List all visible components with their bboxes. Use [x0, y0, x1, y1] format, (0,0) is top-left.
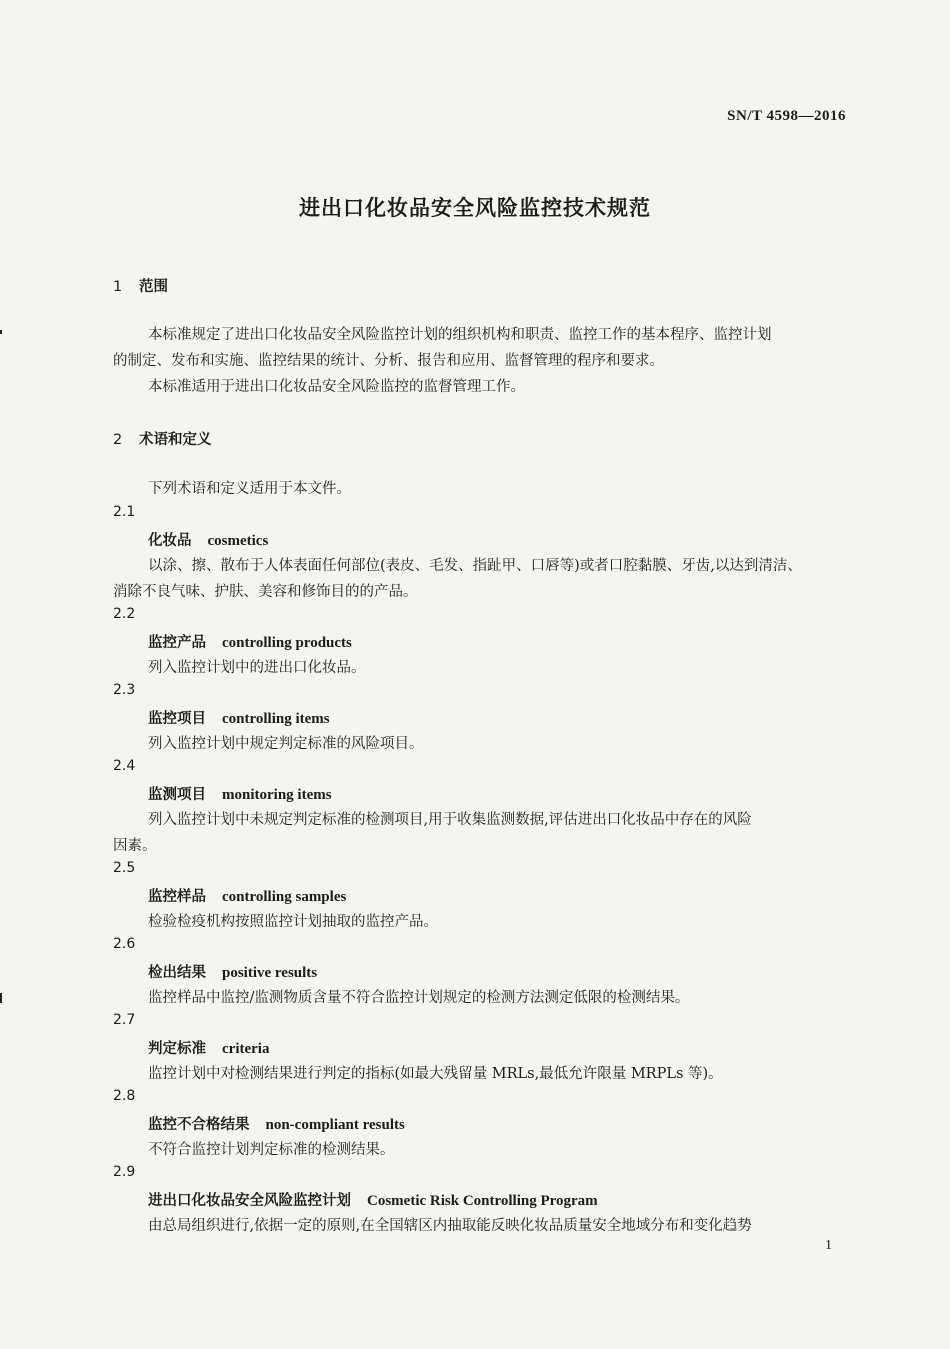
term-number: 2.7	[113, 1012, 136, 1028]
terms-intro: 下列术语和定义适用于本文件。	[148, 481, 351, 497]
term-definition: 列入监控计划中的进出口化妆品。	[148, 660, 366, 676]
scan-mark	[0, 993, 2, 1003]
term-definition: 监控样品中监控/监测物质含量不符合监控计划规定的检测方法测定低限的检测结果。	[148, 990, 690, 1006]
standard-code: SN/T 4598—2016	[727, 108, 846, 124]
term-definition: 消除不良气味、护肤、美容和修饰目的的产品。	[113, 584, 418, 600]
term-definition: 不符合监控计划判定标准的检测结果。	[148, 1142, 395, 1158]
document-title: 进出口化妆品安全风险监控技术规范	[299, 196, 651, 220]
scope-paragraph-line: 的制定、发布和实施、监控结果的统计、分析、报告和应用、监督管理的程序和要求。	[113, 353, 664, 369]
term-definition: 监控计划中对检测结果进行判定的指标(如最大残留量 MRLs,最低允许限量 MRPLs 等)。	[148, 1066, 723, 1082]
scope-paragraph-line: 本标准规定了进出口化妆品安全风险监控计划的组织机构和职责、监控工作的基本程序、监控计划	[148, 327, 772, 343]
term-definition: 列入监控计划中未规定判定标准的检测项目,用于收集监测数据,评估进出口化妆品中存在的风险	[148, 812, 752, 828]
term-title: 进出口化妆品安全风险监控计划 Cosmetic Risk Controlling Program	[148, 1193, 598, 1209]
scope-paragraph-line: 本标准适用于进出口化妆品安全风险监控的监督管理工作。	[148, 379, 525, 395]
scan-mark	[0, 330, 2, 334]
term-title: 监控项目 controlling items	[148, 711, 330, 727]
term-number: 2.2	[113, 606, 136, 622]
term-definition: 列入监控计划中规定判定标准的风险项目。	[148, 736, 424, 752]
term-definition: 因素。	[113, 838, 157, 854]
term-title: 判定标准 criteria	[148, 1041, 270, 1057]
term-number: 2.8	[113, 1088, 136, 1104]
term-title: 监控样品 controlling samples	[148, 889, 347, 905]
section-heading-scope: 1 范围	[113, 279, 168, 295]
term-title: 化妆品 cosmetics	[148, 533, 269, 549]
term-number: 2.4	[113, 758, 136, 774]
term-number: 2.1	[113, 504, 136, 520]
term-title: 监控产品 controlling products	[148, 635, 352, 651]
term-title: 检出结果 positive results	[148, 965, 318, 981]
term-number: 2.5	[113, 860, 136, 876]
term-title: 监控不合格结果 non-compliant results	[148, 1117, 405, 1133]
term-number: 2.6	[113, 936, 136, 952]
section-heading-terms: 2 术语和定义	[113, 432, 212, 448]
term-definition: 由总局组织进行,依据一定的原则,在全国辖区内抽取能反映化妆品质量安全地域分布和变化趋势	[148, 1218, 752, 1234]
term-title: 监测项目 monitoring items	[148, 787, 332, 803]
term-definition: 检验检疫机构按照监控计划抽取的监控产品。	[148, 914, 438, 930]
page-number: 1	[825, 1238, 832, 1253]
term-number: 2.9	[113, 1164, 136, 1180]
term-number: 2.3	[113, 682, 136, 698]
term-definition: 以涂、擦、散布于人体表面任何部位(表皮、毛发、指趾甲、口唇等)或者口腔黏膜、牙齿,以达到清洁、	[148, 558, 802, 574]
